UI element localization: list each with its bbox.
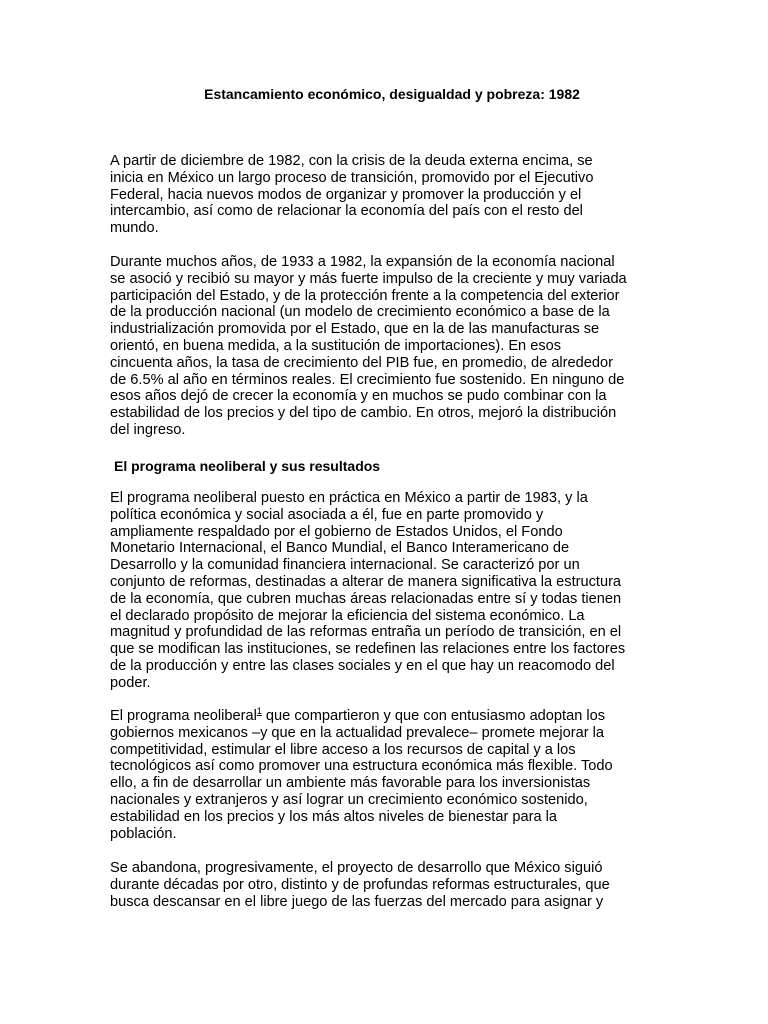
- text-line: A partir de diciembre de 1982, con la crisis de la deuda externa encima, se: [110, 153, 593, 169]
- text-line: Se abandona, progresivamente, el proyecto de desarrollo que México siguió: [110, 860, 603, 876]
- text-line: estabilidad en los precios y los más altos niveles de bienestar para la: [110, 808, 557, 825]
- footnote-link[interactable]: 1: [256, 706, 262, 716]
- text-line: busca descansar en el libre juego de las fuerzas del mercado para asignar y: [110, 893, 604, 910]
- text-run: El programa neoliberal: [110, 708, 257, 724]
- text-line: Desarrollo y la comunidad financiera internacional. Se caracterizó por un: [110, 557, 580, 574]
- text-line: de la producción y entre las clases sociales y en el que hay un reacomodo del: [110, 657, 615, 674]
- text-line: Monetario Internacional, el Banco Mundial, el Banco Interamericano de: [110, 540, 570, 557]
- text-line: población.: [110, 825, 177, 842]
- text-line: participación del Estado, y de la protección frente a la competencia del exterior: [110, 287, 620, 304]
- text-line: tecnológicos así como promover una estructura económica más flexible. Todo: [110, 758, 613, 775]
- paragraph-5: [110, 860, 665, 910]
- text-line: El programa neoliberal puesto en práctica en México a partir de 1983, y la: [110, 490, 588, 506]
- text-line: nacionales y extranjeros y así lograr un crecimiento económico sostenido,: [110, 791, 588, 808]
- text-line: esos años dejó de crecer la economía y en muchos se pudo combinar con la: [110, 388, 607, 405]
- text-line: de 6.5% al año en términos reales. El crecimiento fue sostenido. En ninguno de: [110, 371, 625, 388]
- text-line: gobiernos mexicanos –y que en la actualidad prevalece– promete mejorar la: [110, 724, 605, 741]
- text-line: se asoció y recibió su mayor y más fuerte impulso de la creciente y muy variada: [110, 270, 627, 287]
- text-line: conjunto de reformas, destinadas a alterar de manera significativa la estructura: [110, 573, 622, 590]
- text-line: magnitud y profundidad de las reformas entraña un período de transición, en el: [110, 624, 622, 641]
- text-line: de la economía, que cubren muchas áreas relacionadas entre sí y todas tienen: [110, 590, 622, 607]
- text-line: ampliamente respaldado por el gobierno de Estados Unidos, el Fondo: [110, 523, 563, 540]
- paragraph-1: [110, 153, 665, 237]
- section-heading: El programa neoliberal y sus resultados: [114, 458, 381, 474]
- text-line: ello, a fin de desarrollar un ambiente más favorable para los inversionistas: [110, 775, 591, 792]
- text-line: mundo.: [110, 220, 159, 237]
- text-line: industrialización promovida por el Estado, que en la de las manufacturas se: [110, 321, 600, 338]
- text-line: de la producción nacional (un modelo de crecimiento económico a base de la: [110, 304, 610, 321]
- text-line: poder.: [110, 674, 151, 691]
- text-line: inicia en México un largo proceso de transición, promovido por el Ejecutivo: [110, 169, 594, 186]
- paragraph-2: [110, 254, 665, 439]
- text-line: [110, 708, 665, 725]
- paragraph-4: [110, 708, 665, 842]
- text-line: el declarado propósito de mejorar la eficiencia del sistema económico. La: [110, 607, 585, 624]
- paragraph-3: [110, 490, 665, 692]
- text-line: estabilidad de los precios y del tipo de cambio. En otros, mejoró la distribución: [110, 405, 617, 422]
- document-title: Estancamiento económico, desigualdad y pobreza: 1982: [204, 86, 580, 102]
- text-line: política económica y social asociada a él, fue en parte promovido y: [110, 506, 544, 523]
- text-line: del ingreso.: [110, 421, 186, 438]
- text-line: Federal, hacia nuevos modos de organizar y promover la producción y el: [110, 186, 582, 203]
- text-line: orientó, en buena medida, a la sustitución de importaciones). En esos: [110, 337, 562, 354]
- text-line: intercambio, así como de relacionar la economía del país con el resto del: [110, 203, 583, 220]
- text-line: que se modifican las instituciones, se redefinen las relaciones entre los factores: [110, 641, 626, 658]
- text-line: competitividad, estimular el libre acceso a los recursos de capital y a los: [110, 741, 576, 758]
- text-line: Durante muchos años, de 1933 a 1982, la expansión de la economía nacional: [110, 254, 615, 270]
- text-line: cincuenta años, la tasa de crecimiento del PIB fue, en promedio, de alrededor: [110, 354, 613, 371]
- text-run: que compartieron y que con entusiasmo adoptan los: [261, 708, 606, 724]
- text-line: durante décadas por otro, distinto y de profundas reformas estructurales, que: [110, 876, 610, 893]
